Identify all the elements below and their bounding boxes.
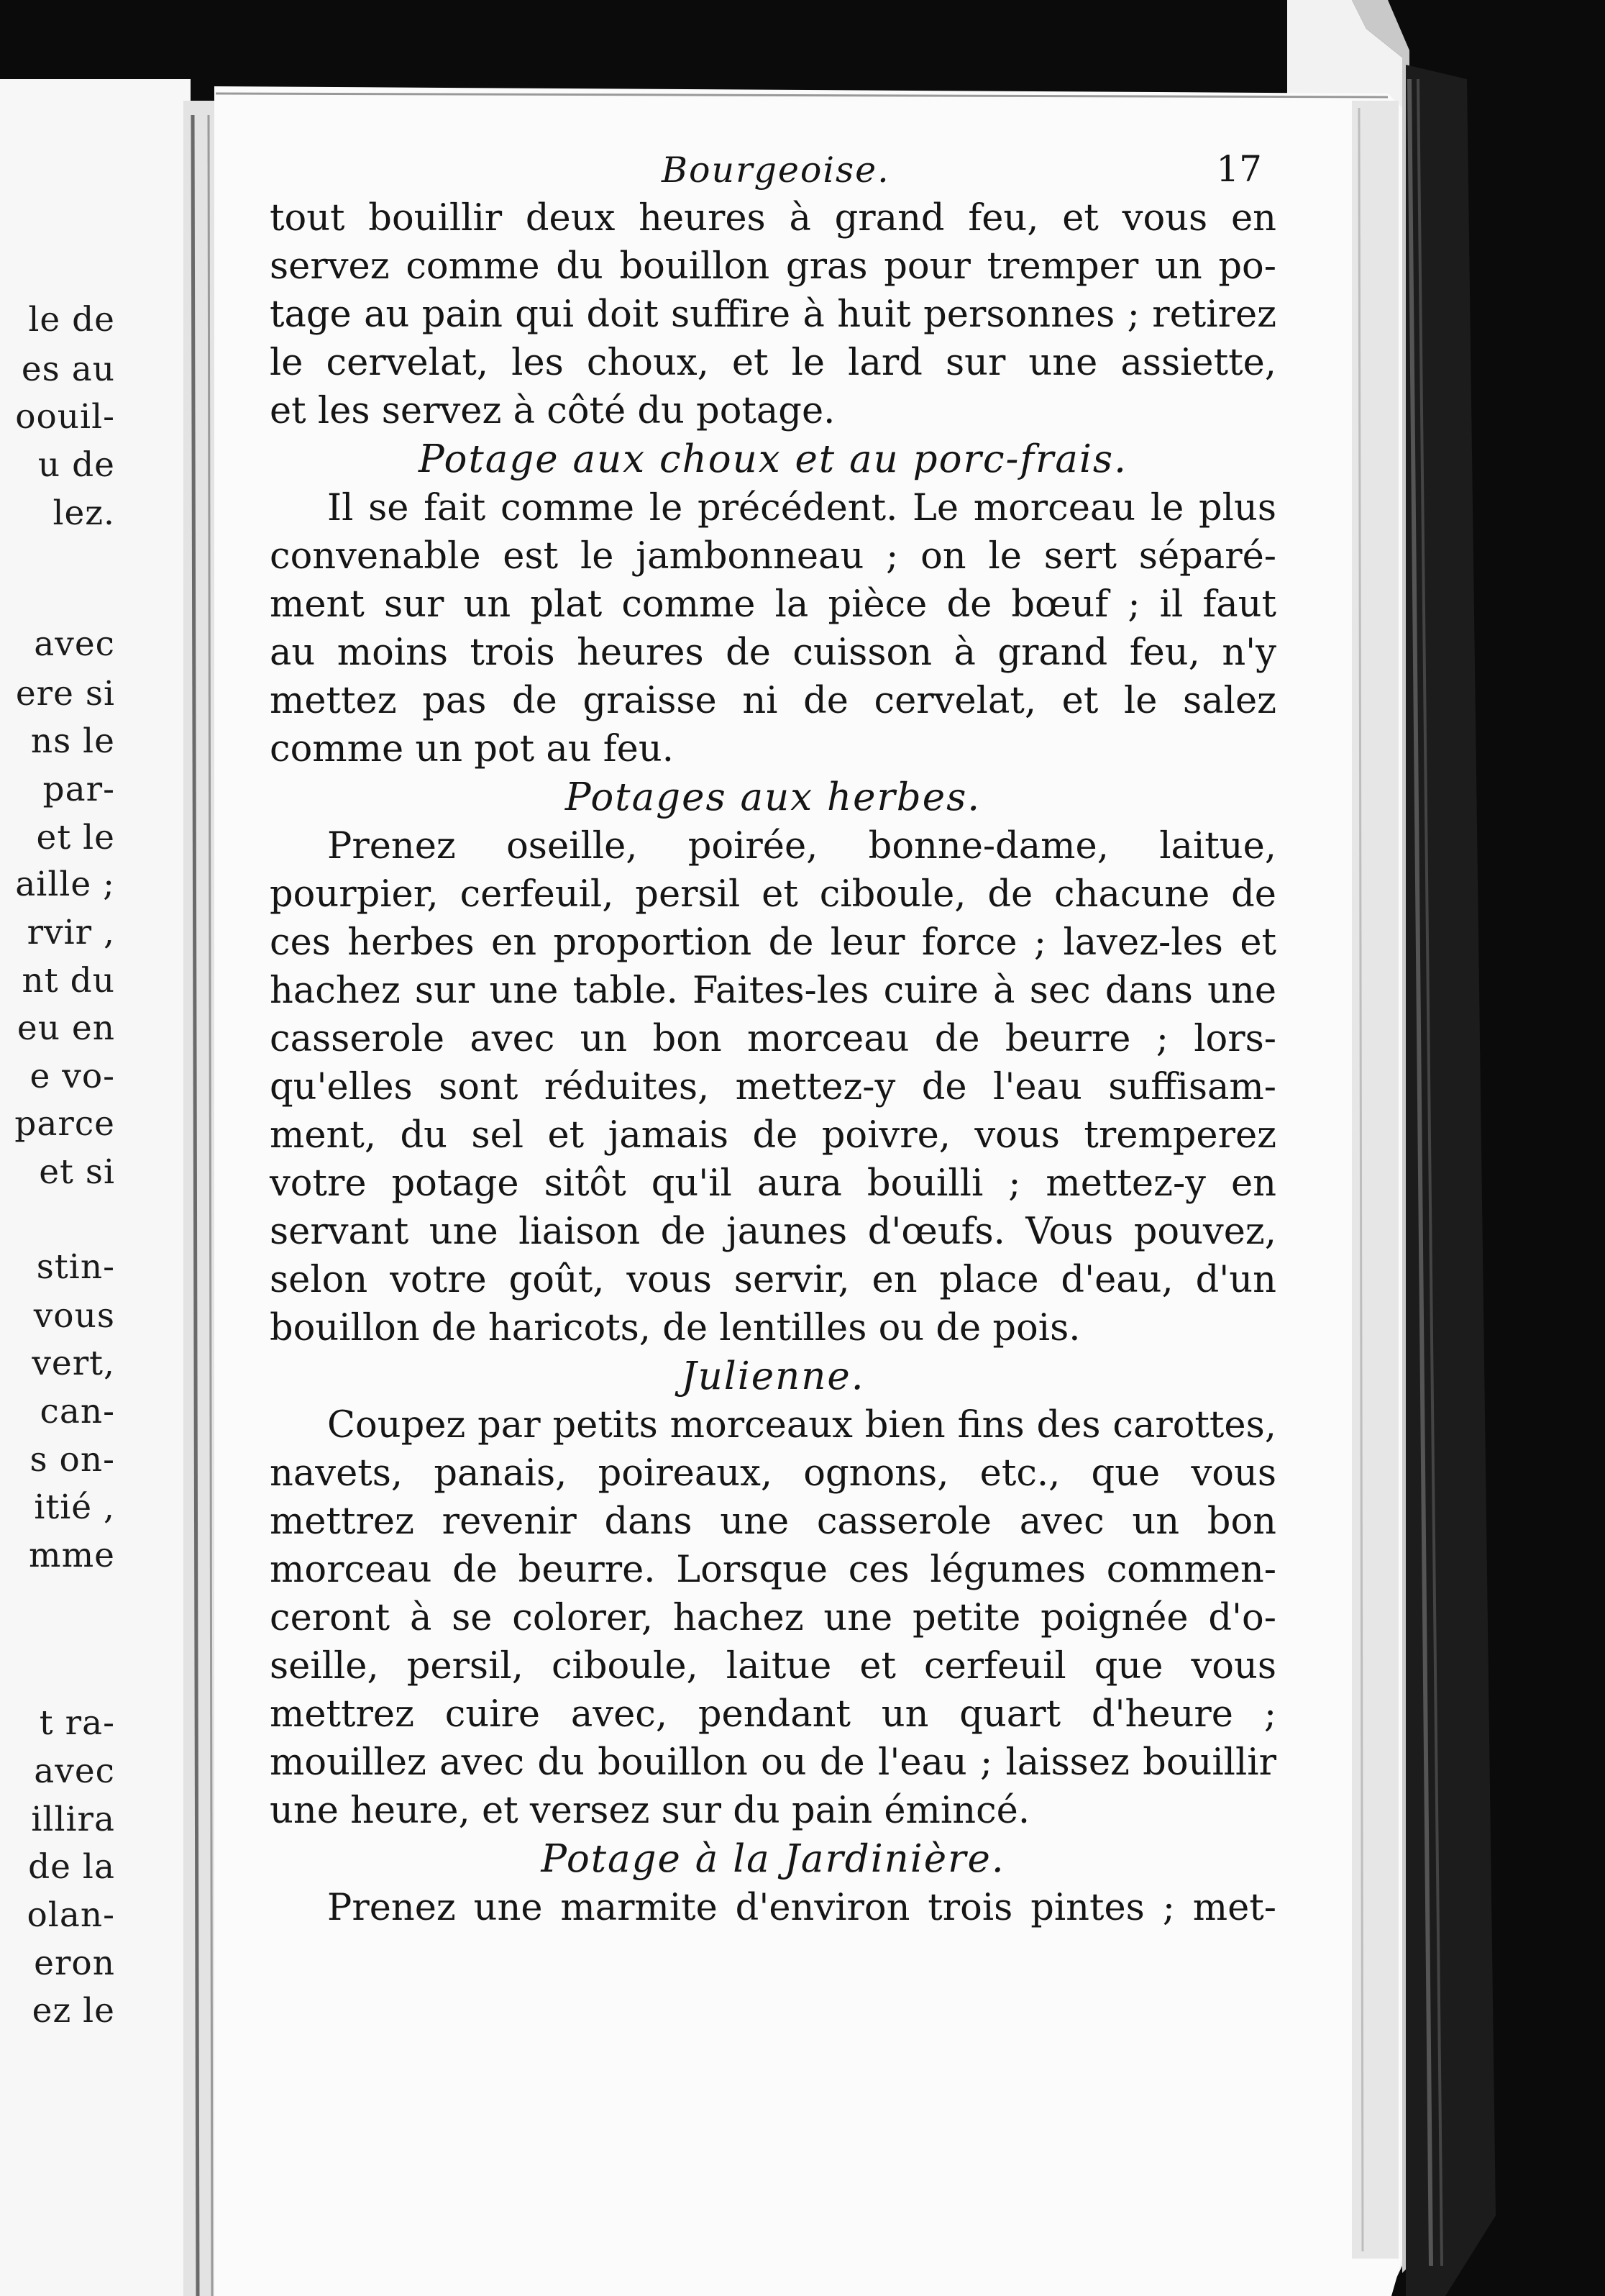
left-page-line: t ra- <box>39 1703 115 1743</box>
text-line: le cervelat, les choux, et le lard sur une assiette, <box>270 342 1276 384</box>
text-line: mouillez avec du bouillon ou de l'eau ; laissez bouillir <box>270 1741 1276 1784</box>
left-page-line: avec <box>34 1751 115 1791</box>
text-line: une heure, et versez sur du pain émincé. <box>270 1790 1030 1832</box>
left-page-line: lez. <box>52 493 115 533</box>
left-page-line: par- <box>42 770 115 809</box>
text-line: ment sur un plat comme la pièce de bœuf ; il faut <box>270 583 1276 626</box>
text-line: Prenez oseille, poirée, bonne-dame, laitue, <box>327 825 1276 867</box>
text-line: Il se fait comme le précédent. Le morceau le plus <box>327 487 1276 529</box>
left-page-line: itié , <box>34 1488 115 1527</box>
text-line: hachez sur une table. Faites-les cuire à sec dans une <box>270 970 1276 1012</box>
section-heading: Potages aux herbes. <box>564 775 982 819</box>
text-line: Prenez une marmite d'environ trois pintes ; met- <box>327 1887 1276 1929</box>
left-page-line: oouil- <box>15 397 115 437</box>
text-line: servant une liaison de jaunes d'œufs. Vous pouvez, <box>270 1211 1276 1253</box>
left-page-line: olan- <box>27 1895 115 1935</box>
paragraph <box>270 1884 1276 1932</box>
left-page-line: can- <box>40 1392 115 1431</box>
left-page-line: et le <box>36 818 115 857</box>
left-page-line: es au <box>21 350 115 389</box>
text-line: pourpier, cerfeuil, persil et ciboule, de chacune de <box>270 873 1276 916</box>
section-heading: Julienne. <box>681 1354 865 1398</box>
left-page-line: le de <box>28 300 115 340</box>
text-line: au moins trois heures de cuisson à grand feu, n'y <box>270 632 1276 674</box>
text-line: navets, panais, poireaux, ognons, etc., que vous <box>270 1452 1276 1495</box>
left-page-line: mme <box>29 1536 115 1575</box>
text-line: selon votre goût, vous servir, en place d'eau, d'un <box>270 1259 1276 1301</box>
left-page-line: et si <box>39 1152 115 1192</box>
text-line: tout bouillir deux heures à grand feu, et vous en <box>270 197 1276 240</box>
text-line: qu'elles sont réduites, mettez-y de l'eau suffisam- <box>270 1066 1276 1108</box>
text-line: mettrez revenir dans une casserole avec un bon <box>270 1500 1276 1543</box>
text-line: ceront à se colorer, hachez une petite poignée d'o- <box>270 1597 1276 1639</box>
left-page-line: eu en <box>17 1008 115 1048</box>
text-line: mettez pas de graisse ni de cervelat, et le salez <box>270 680 1276 722</box>
left-page-line: eron <box>34 1944 115 1983</box>
left-page-line: nt du <box>22 961 115 1001</box>
left-page-line: rvir , <box>27 913 115 952</box>
section-heading: Potage à la Jardinière. <box>541 1837 1005 1881</box>
text-line: seille, persil, ciboule, laitue et cerfeuil que vous <box>270 1645 1276 1687</box>
left-page-line: avec <box>34 624 115 664</box>
paragraph <box>270 484 1276 773</box>
paragraph <box>270 822 1276 1352</box>
page-body <box>270 194 1276 1932</box>
left-page-line: vert, <box>32 1344 115 1383</box>
text-line: ment, du sel et jamais de poivre, vous tremperez <box>270 1114 1276 1157</box>
left-page-line: ere si <box>15 674 115 714</box>
text-line: Coupez par petits morceaux bien fins des carottes, <box>327 1404 1276 1447</box>
text-line: votre potage sitôt qu'il aura bouilli ; mettez-y en <box>270 1162 1276 1205</box>
text-line: servez comme du bouillon gras pour tremper un po- <box>270 245 1276 288</box>
text-line: bouillon de haricots, de lentilles ou de pois. <box>270 1307 1081 1349</box>
text-line: casserole avec un bon morceau de beurre ; lors- <box>270 1018 1276 1060</box>
left-page-line: aille ; <box>15 865 115 904</box>
left-page-line: s on- <box>29 1440 115 1480</box>
left-page-line: de la <box>28 1847 115 1887</box>
section-heading: Potage aux choux et au porc-frais. <box>419 437 1128 481</box>
running-head <box>270 129 1276 194</box>
left-page-line: ez le <box>32 1991 115 2031</box>
text-line: ces herbes en proportion de leur force ; lavez-les et <box>270 921 1276 964</box>
text-line: et les servez à côté du potage. <box>270 390 836 432</box>
text-line: convenable est le jambonneau ; on le sert séparé- <box>270 535 1276 578</box>
text-line: comme un pot au feu. <box>270 728 674 770</box>
paragraph <box>270 1401 1276 1835</box>
left-page-line: e vo- <box>29 1057 115 1096</box>
left-page-line: u de <box>37 445 115 485</box>
left-page-line: ns le <box>30 721 115 761</box>
left-page-line: vous <box>33 1296 115 1336</box>
left-page-line: stin- <box>36 1247 115 1287</box>
paragraph <box>270 194 1276 435</box>
text-line: tage au pain qui doit suffire à huit personnes ; retirez <box>270 293 1276 336</box>
left-page-line: illira <box>31 1800 115 1839</box>
left-page-line: parce <box>14 1104 115 1144</box>
text-line: morceau de beurre. Lorsque ces légumes commen- <box>270 1549 1276 1591</box>
right-page <box>270 129 1276 1932</box>
text-line: mettrez cuire avec, pendant un quart d'heure ; <box>270 1693 1276 1736</box>
page-number: 17 <box>1216 148 1262 190</box>
running-title: Bourgeoise. <box>662 150 890 191</box>
